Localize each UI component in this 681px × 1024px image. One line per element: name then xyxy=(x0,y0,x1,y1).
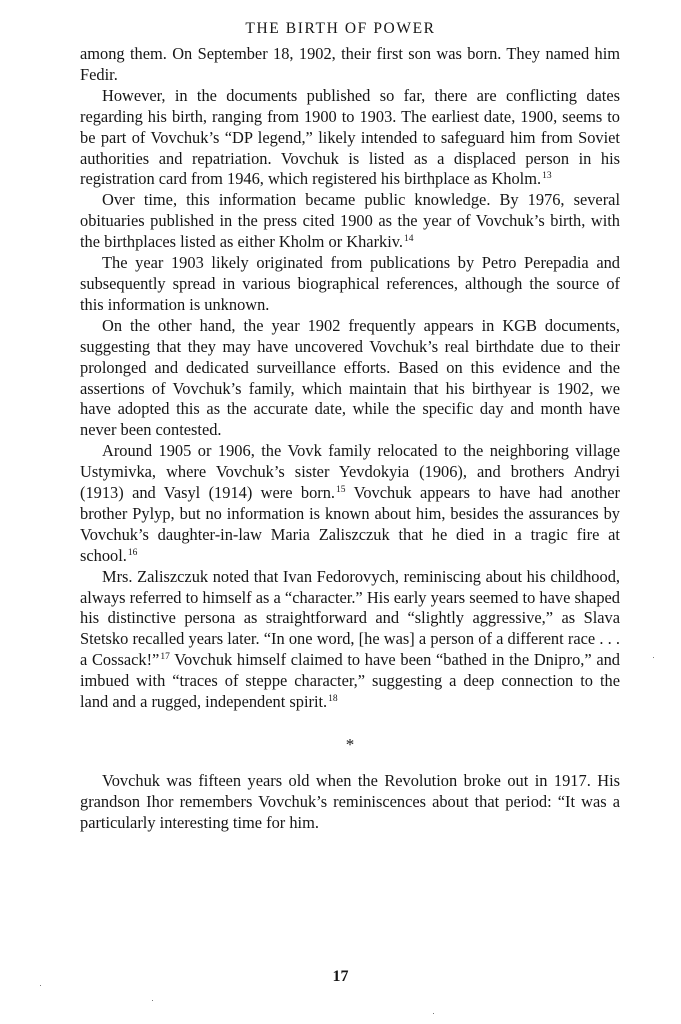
page-number: 17 xyxy=(332,968,349,985)
paragraph-3 xyxy=(80,190,620,253)
paragraph-text: On the other hand, the year 1902 frequently appears in KGB documents, suggesting that they may have uncovered Vovchuk’s real birthdate due to their prolonged and dedicated surveillance efforts. Based on this evidence and the assertions of Vovchuk’s family, which maintain that his birthyear is 1902, we have adopted this as the accurate date, while the specific day and month have never been contested. xyxy=(80,315,620,440)
scan-speck xyxy=(653,657,654,658)
footnote-ref-14[interactable]: 14 xyxy=(404,234,414,245)
body-text xyxy=(80,44,620,834)
paragraph-text: Vovchuk was fifteen years old when the Revolution broke out in 1917. His grandson Ihor remembers Vovchuk’s reminiscences about that period: “It was a particularly interesting time for him. xyxy=(80,771,620,832)
footnote-ref-15[interactable]: 15 xyxy=(336,485,346,496)
paragraph-text: Vovchuk appears to have had another brother Pylyp, but no information is known about him, besides the assurances by Vovchuk’s daughter-in-law Maria Zaliszczuk that he died in a tragic fire at school. xyxy=(80,483,620,565)
footnote-ref-18[interactable]: 18 xyxy=(328,694,338,705)
scan-speck xyxy=(433,1013,434,1014)
paragraph-1 xyxy=(80,44,620,86)
paragraph-4 xyxy=(80,253,620,316)
paragraph-2 xyxy=(80,86,620,191)
scan-speck xyxy=(40,985,41,986)
paragraph-text: Mrs. Zaliszczuk noted that Ivan Fedorovych, reminiscing about his childhood, always referred to himself as a “character.” His early years seemed to have shaped his distinctive persona as straightforward and “slightly aggressive,” as Slava Stetsko recalled years later. “In one word, [he was] a person of a different race . . . a Cossack!” xyxy=(80,566,620,670)
paragraph-text: Vovchuk himself claimed to have been “bathed in the Dnipro,” and imbued with “traces of steppe character,” suggesting a deep connection to the land and a rugged, independent spirit. xyxy=(80,650,620,712)
running-head: THE BIRTH OF POWER xyxy=(245,20,436,37)
paragraph-7 xyxy=(80,567,620,713)
paragraph-6 xyxy=(80,441,620,566)
footnote-ref-13[interactable]: 13 xyxy=(542,171,552,182)
paragraph-text: However, in the documents published so far, there are conflicting dates regarding his birth, ranging from 1900 to 1903. The earliest date, 1900, seems to be part of Vovchuk’s “DP legend,” likely intended to safeguard him from Soviet authorities and repatriation. Vovchuk is listed as a displaced person in his registration card from 1946, which registered his birthplace as Kholm. xyxy=(80,85,620,189)
paragraph-text: Over time, this information became public knowledge. By 1976, several obituaries published in the press cited 1900 as the year of Vovchuk’s birth, with the birthplaces listed as either Kholm or Kharkiv. xyxy=(80,190,620,252)
paragraph-text: The year 1903 likely originated from publications by Petro Perepadia and subsequently spread in various biographical references, although the source of this information is unknown. xyxy=(80,253,620,314)
paragraph-5 xyxy=(80,316,620,441)
section-break-asterisk: * xyxy=(345,735,355,754)
paragraph-text: Around 1905 or 1906, the Vovk family relocated to the neighboring village Ustymivka, where Vovchuk’s sister Yevdokyia (1906), and brothers Andryi (1913) and Vasyl (1914) were born. xyxy=(80,441,620,503)
scan-speck xyxy=(152,1000,153,1001)
paragraph-text: among them. On September 18, 1902, their first son was born. They named him Fedir. xyxy=(80,44,620,84)
footnote-ref-17[interactable]: 17 xyxy=(160,652,170,663)
footnote-ref-16[interactable]: 16 xyxy=(127,547,138,558)
paragraph-8 xyxy=(80,771,620,834)
